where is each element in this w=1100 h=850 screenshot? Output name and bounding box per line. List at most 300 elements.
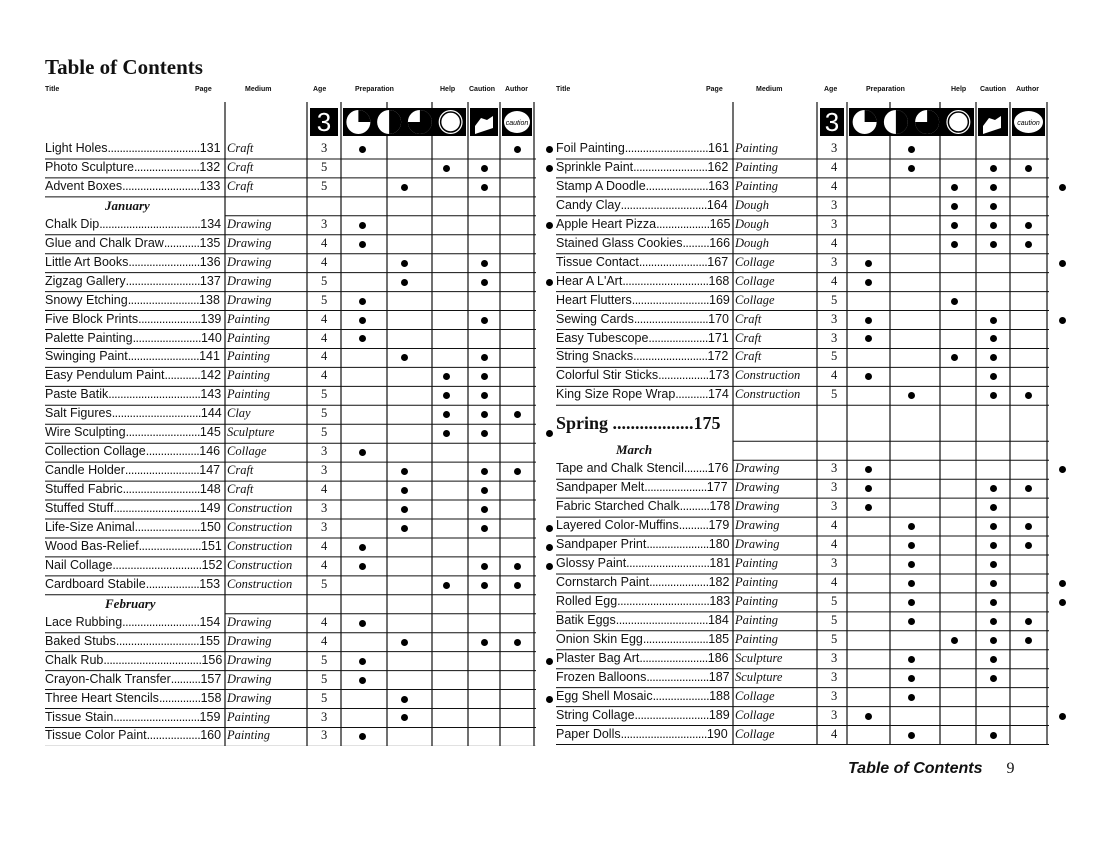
activity-title[interactable] — [45, 217, 222, 231]
prep-short-dot — [359, 146, 366, 153]
activity-title[interactable] — [556, 480, 730, 494]
activity-name: Cornstarch Paint — [556, 574, 650, 589]
activity-title[interactable] — [45, 387, 222, 401]
activity-title[interactable] — [45, 368, 222, 382]
author-dot — [1059, 580, 1066, 587]
activity-medium: Dough — [735, 197, 770, 212]
activity-medium: Drawing — [735, 499, 780, 514]
table-row — [556, 367, 1049, 386]
month-heading: March — [616, 442, 653, 458]
table-row — [556, 555, 1049, 574]
prep-short-dot — [359, 335, 366, 342]
table-row — [45, 424, 536, 443]
activity-name: Lace Rubbing — [45, 614, 123, 629]
activity-age: 5 — [321, 576, 328, 591]
activity-title[interactable] — [556, 556, 730, 570]
activity-title[interactable] — [556, 293, 730, 307]
prep-medium-dot — [401, 468, 408, 475]
author-dot — [546, 525, 553, 532]
activity-name: Easy Tubescope — [556, 330, 649, 345]
prep-short-dot — [359, 241, 366, 248]
activity-page: 162 — [707, 159, 729, 174]
activity-page: 134 — [200, 216, 222, 231]
activity-name: Candle Holder — [45, 463, 125, 478]
activity-title[interactable] — [45, 406, 222, 420]
activity-name: Crayon-Chalk Transfer — [45, 671, 171, 686]
activity-name: String Collage — [556, 707, 635, 722]
help-dot — [481, 165, 488, 172]
help-dot — [990, 392, 997, 399]
prep-long-dot — [951, 298, 958, 305]
leader-dots: ............ — [163, 235, 200, 250]
leader-dots: ............................... — [615, 612, 708, 627]
activity-page: 139 — [200, 311, 222, 326]
activity-medium: Painting — [735, 612, 779, 627]
header-preparation: Preparation — [355, 86, 394, 93]
activity-title[interactable] — [45, 728, 222, 742]
activity-name: Snowy Etching — [45, 292, 128, 307]
help-dot — [990, 165, 997, 172]
caution-icon-label: caution — [1017, 120, 1040, 127]
activity-title[interactable] — [556, 274, 730, 288]
activity-name: Foil Painting — [556, 141, 625, 155]
header-help: Help — [440, 86, 456, 93]
activity-age: 5 — [321, 406, 328, 421]
help-dot — [990, 203, 997, 210]
activity-medium: Drawing — [735, 518, 780, 533]
activity-medium: Painting — [227, 330, 271, 345]
activity-age: 4 — [831, 726, 838, 741]
activity-age: 4 — [321, 330, 328, 345]
help-dot — [990, 637, 997, 644]
activity-medium: Craft — [227, 482, 254, 497]
activity-name: Hear A L'Art — [556, 273, 623, 288]
activity-title[interactable] — [556, 368, 730, 382]
activity-title[interactable] — [45, 520, 222, 534]
activity-name: Collection Collage — [45, 444, 146, 459]
activity-page: 185 — [708, 631, 730, 646]
activity-age: 5 — [831, 292, 838, 307]
prep-medium-dot — [908, 561, 915, 568]
activity-name: Paper Dolls — [556, 726, 621, 741]
activity-title[interactable] — [45, 463, 222, 477]
activity-age: 5 — [831, 349, 838, 364]
activity-age: 3 — [831, 311, 838, 326]
activity-name: Life-Size Animal — [45, 520, 135, 534]
leader-dots: ......................... — [124, 463, 200, 478]
activity-page: 153 — [199, 576, 221, 591]
activity-name: Frozen Balloons — [556, 669, 647, 684]
table-row — [556, 460, 1049, 479]
activity-page: 160 — [200, 728, 222, 743]
author-dot — [546, 279, 553, 286]
leader-dots: ............................ — [626, 556, 710, 570]
activity-title[interactable] — [556, 349, 730, 363]
activity-age: 3 — [831, 556, 838, 570]
activity-title[interactable] — [45, 312, 222, 326]
activity-name: Egg Shell Mosaic — [556, 688, 653, 703]
prep-short-dot — [865, 485, 872, 492]
table-row — [556, 197, 1049, 216]
help-dot — [990, 373, 997, 380]
activity-title[interactable] — [45, 274, 222, 288]
activity-title[interactable] — [45, 179, 222, 193]
prep-long-dot — [951, 241, 958, 248]
table-row — [45, 557, 536, 576]
month-row — [556, 441, 1049, 460]
leader-dots: ......................... — [125, 425, 200, 440]
leader-dots: .............. — [158, 690, 201, 705]
activity-title[interactable] — [556, 387, 730, 401]
activity-name: Wood Bas-Relief — [45, 538, 139, 553]
activity-page: 137 — [199, 273, 221, 288]
activity-title[interactable] — [45, 653, 222, 667]
help-dot — [990, 599, 997, 606]
table-row — [45, 633, 536, 652]
table-row — [45, 311, 536, 330]
activity-title[interactable] — [45, 425, 222, 439]
activity-medium: Drawing — [735, 480, 780, 495]
activity-title[interactable] — [556, 331, 730, 345]
table-row — [556, 330, 1049, 349]
activity-title[interactable] — [45, 577, 222, 591]
activity-page: 156 — [201, 652, 222, 667]
header-preparation: Preparation — [866, 86, 905, 93]
activity-title[interactable] — [556, 537, 730, 551]
activity-title[interactable] — [556, 236, 730, 250]
activity-title[interactable] — [556, 518, 730, 532]
activity-name: Light Holes — [45, 141, 108, 155]
caution-dot — [514, 563, 521, 570]
activity-title[interactable] — [45, 331, 222, 345]
activity-age: 3 — [321, 216, 328, 231]
prep-medium-dot — [401, 354, 408, 361]
activity-age: 3 — [831, 216, 838, 231]
activity-medium: Drawing — [735, 461, 780, 476]
season-label: Spring — [556, 413, 609, 434]
prep-medium-dot — [908, 542, 915, 549]
activity-medium: Drawing — [227, 216, 272, 231]
activity-page: 148 — [199, 482, 221, 497]
activity-age: 4 — [831, 537, 838, 552]
prep-short-dot — [359, 544, 366, 551]
activity-age: 3 — [831, 669, 838, 684]
prep-long-dot — [443, 373, 450, 380]
activity-medium: Painting — [227, 728, 271, 743]
activity-title[interactable] — [556, 312, 730, 326]
prep-medium-dot — [401, 506, 408, 513]
activity-title[interactable] — [556, 689, 730, 703]
activity-age: 5 — [321, 273, 328, 288]
activity-name: Three Heart Stencils — [45, 690, 159, 705]
activity-page: 132 — [199, 159, 221, 174]
activity-age: 4 — [831, 574, 838, 589]
author-dot — [546, 146, 553, 153]
table-row — [45, 462, 536, 481]
activity-name: Colorful Stir Sticks — [556, 368, 659, 383]
activity-page: 170 — [708, 311, 730, 326]
activity-name: Apple Heart Pizza — [556, 216, 657, 231]
activity-page: 147 — [199, 463, 221, 478]
activity-title[interactable] — [45, 672, 222, 686]
activity-age: 4 — [321, 254, 328, 269]
table-row — [45, 614, 536, 633]
activity-name: String Snacks — [556, 349, 634, 364]
caution-dot — [514, 582, 521, 589]
activity-name: Easy Pendulum Paint — [45, 368, 165, 383]
activity-age: 3 — [321, 709, 328, 724]
activity-title[interactable] — [45, 236, 222, 250]
table-row — [556, 593, 1049, 612]
activity-medium: Painting — [735, 631, 779, 646]
activity-title[interactable] — [45, 141, 222, 155]
table-row — [556, 140, 1049, 159]
activity-title[interactable] — [556, 255, 730, 269]
activity-title[interactable] — [556, 727, 730, 741]
activity-age: 4 — [831, 368, 838, 383]
caution-dot — [1025, 618, 1032, 625]
activity-title[interactable] — [556, 179, 730, 193]
right-contents-table — [556, 102, 1049, 745]
activity-medium: Dough — [735, 235, 770, 250]
table-row — [556, 612, 1049, 631]
activity-medium: Collage — [735, 726, 775, 741]
activity-title[interactable] — [45, 539, 222, 553]
help-dot — [481, 487, 488, 494]
activity-medium: Painting — [735, 574, 779, 589]
caution-dot — [1025, 392, 1032, 399]
leader-dots: ........ — [683, 461, 708, 476]
leader-dots: ......................... — [633, 311, 709, 326]
author-dot — [546, 563, 553, 570]
page-title: Table of Contents — [45, 55, 203, 79]
activity-title[interactable] — [45, 482, 222, 496]
leader-dots: ..................... — [645, 178, 709, 193]
help-dot — [990, 618, 997, 625]
activity-age: 4 — [321, 311, 328, 326]
leader-dots: .............................. — [111, 406, 201, 421]
leader-dots: .................... — [649, 574, 709, 589]
activity-name: Glue and Chalk Draw — [45, 235, 164, 250]
header-page: Page — [195, 86, 212, 93]
header-age: Age — [824, 86, 838, 93]
prep-long-dot — [443, 392, 450, 399]
prep-medium-dot — [908, 523, 915, 530]
activity-age: 3 — [321, 501, 328, 516]
caution-dot — [1025, 542, 1032, 549]
activity-title[interactable] — [45, 634, 222, 648]
caution-dot — [1025, 637, 1032, 644]
table-row — [45, 481, 536, 500]
activity-title[interactable] — [45, 691, 222, 705]
activity-title[interactable] — [45, 160, 222, 174]
table-row — [556, 669, 1049, 688]
activity-medium: Drawing — [227, 292, 272, 307]
activity-title[interactable] — [556, 461, 730, 475]
caution-dot — [514, 411, 521, 418]
help-dot — [481, 563, 488, 570]
activity-title[interactable] — [45, 349, 222, 363]
author-dot — [1059, 466, 1066, 473]
activity-title[interactable] — [556, 499, 730, 513]
activity-page: 159 — [199, 709, 221, 724]
leader-dots: ..................... — [646, 537, 709, 552]
prep-medium-dot — [908, 675, 915, 682]
prep-long-dot — [951, 354, 958, 361]
leader-dots: ............................... — [617, 593, 710, 608]
prep-short-dot — [359, 317, 366, 324]
activity-age: 3 — [321, 463, 328, 478]
author-dot — [546, 658, 553, 665]
activity-title[interactable] — [556, 651, 730, 665]
activity-medium: Craft — [735, 311, 762, 326]
activity-title[interactable] — [556, 632, 730, 646]
table-row — [45, 273, 536, 292]
leader-dots: ....................... — [639, 650, 708, 665]
activity-title[interactable] — [45, 255, 222, 269]
leader-dots: ..................... — [644, 480, 707, 495]
activity-name: Tissue Color Paint — [45, 728, 147, 743]
table-row — [556, 254, 1049, 273]
activity-page: 138 — [199, 292, 220, 307]
activity-medium: Painting — [735, 141, 779, 155]
footer-label: Table of Contents — [848, 760, 983, 777]
activity-medium: Painting — [735, 159, 779, 174]
left-contents-table — [45, 102, 536, 746]
table-row — [45, 178, 536, 197]
activity-age: 4 — [321, 614, 328, 629]
activity-name: Heart Flutters — [556, 292, 632, 307]
activity-medium: Drawing — [227, 633, 272, 648]
activity-medium: Craft — [735, 330, 762, 345]
activity-age: 3 — [831, 197, 838, 212]
activity-page: 154 — [199, 614, 221, 629]
prep-short-dot — [359, 449, 366, 456]
activity-title[interactable] — [556, 575, 730, 589]
table-row — [556, 273, 1049, 292]
leader-dots: ........................ — [127, 292, 200, 307]
activity-title[interactable] — [45, 501, 222, 515]
activity-title[interactable] — [556, 217, 730, 231]
activity-page: 163 — [708, 178, 729, 193]
activity-name: Cardboard Stabile — [45, 576, 146, 591]
table-row — [45, 292, 536, 311]
activity-title[interactable] — [556, 613, 730, 627]
season-row — [556, 405, 1049, 441]
leader-dots: .............................. — [112, 557, 202, 572]
help-dot — [481, 392, 488, 399]
activity-age: 4 — [831, 235, 838, 250]
author-dot — [1059, 599, 1066, 606]
author-dot — [546, 696, 553, 703]
table-row — [45, 348, 536, 367]
activity-title[interactable] — [556, 708, 730, 722]
leader-dots: .................. — [608, 413, 694, 434]
activity-title[interactable] — [556, 670, 730, 684]
activity-title[interactable] — [556, 198, 730, 212]
activity-age: 4 — [831, 273, 838, 288]
activity-medium: Construction — [227, 557, 293, 572]
activity-name: Stuffed Stuff — [45, 501, 114, 516]
leader-dots: ................. — [658, 368, 709, 383]
activity-name: Stuffed Fabric — [45, 482, 123, 497]
header-medium: Medium — [245, 86, 272, 93]
leader-dots: ............................ — [115, 633, 200, 648]
help-dot — [481, 582, 488, 589]
activity-medium: Painting — [735, 178, 779, 193]
activity-name: Rolled Egg — [556, 593, 618, 608]
leader-dots: ..................... — [138, 311, 201, 326]
activity-age: 4 — [321, 368, 328, 383]
author-dot — [1059, 184, 1066, 191]
activity-age: 5 — [831, 387, 838, 402]
activity-medium: Collage — [227, 444, 267, 459]
prep-long-dot — [443, 411, 450, 418]
activity-age: 3 — [831, 707, 838, 722]
leader-dots: ........................ — [128, 254, 200, 269]
prep-short-dot — [359, 222, 366, 229]
activity-medium: Drawing — [735, 537, 780, 552]
leader-dots: ...................... — [134, 520, 201, 534]
help-dot — [481, 317, 488, 324]
table-row — [45, 235, 536, 254]
activity-title[interactable] — [45, 615, 222, 629]
prep-long-dot — [951, 184, 958, 191]
table-row — [45, 576, 536, 595]
activity-title[interactable] — [45, 558, 222, 572]
activity-medium: Craft — [227, 141, 254, 155]
leader-dots: .................. — [145, 576, 200, 591]
help-dot — [481, 506, 488, 513]
activity-medium: Construction — [227, 538, 293, 553]
table-row — [45, 443, 536, 462]
table-row — [556, 159, 1049, 178]
activity-page: 158 — [200, 690, 222, 705]
header-help: Help — [951, 86, 967, 93]
prep-short-dot — [359, 677, 366, 684]
author-dot — [1059, 260, 1066, 267]
activity-page: 178 — [709, 499, 730, 514]
header-caution: Caution — [980, 86, 1007, 93]
help-dot — [990, 184, 997, 191]
caution-dot — [1025, 165, 1032, 172]
activity-page: 179 — [708, 518, 730, 533]
activity-title[interactable] — [45, 444, 222, 458]
activity-medium: Collage — [735, 292, 775, 307]
activity-name: Stamp A Doodle — [556, 178, 646, 193]
activity-title[interactable] — [556, 141, 730, 155]
activity-title[interactable] — [45, 710, 222, 724]
prep-medium-dot — [401, 525, 408, 532]
prep-medium-dot — [401, 639, 408, 646]
activity-medium: Construction — [227, 576, 293, 591]
author-dot — [546, 430, 553, 437]
table-row — [45, 690, 536, 709]
activity-page: 168 — [708, 273, 730, 288]
prep-short-dot — [865, 373, 872, 380]
help-dot — [481, 279, 488, 286]
activity-page: 177 — [706, 480, 728, 495]
activity-age: 4 — [321, 538, 328, 553]
activity-title[interactable] — [556, 594, 730, 608]
activity-page: 157 — [200, 671, 222, 686]
activity-title[interactable] — [45, 293, 222, 307]
activity-name: Little Art Books — [45, 254, 129, 269]
activity-age: 3 — [831, 480, 838, 495]
activity-title[interactable] — [556, 160, 730, 174]
activity-age: 5 — [321, 671, 328, 686]
prep-long-dot — [443, 165, 450, 172]
